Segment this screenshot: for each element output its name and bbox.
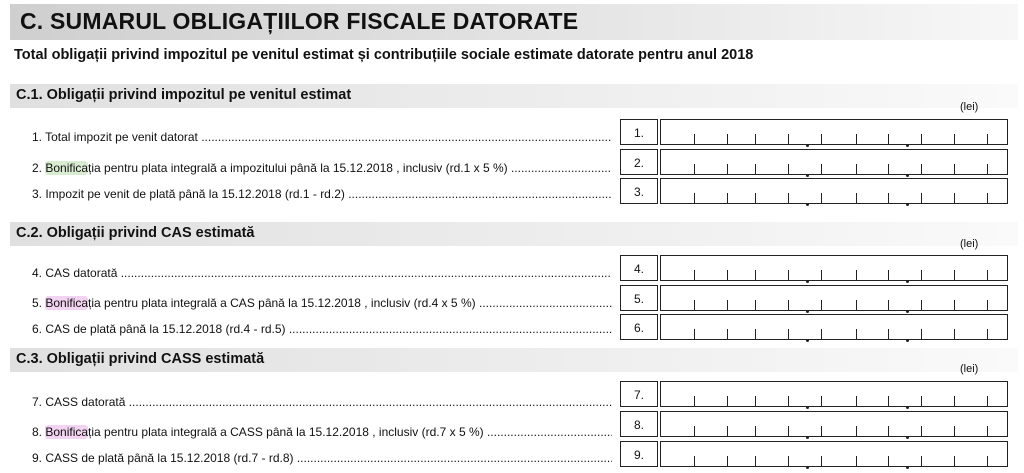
thousands-separator-dot — [806, 174, 809, 177]
digit-cell-divider — [755, 426, 756, 436]
digit-cell-divider — [954, 426, 955, 436]
thousands-separator-dot — [906, 436, 909, 439]
digit-cell-divider — [888, 193, 889, 203]
unit-label: (lei) — [960, 101, 979, 113]
digit-cell-divider — [694, 456, 695, 466]
thousands-separator-dot — [806, 280, 809, 283]
thousands-separator-dot — [806, 203, 809, 206]
thousands-separator-dot — [806, 310, 809, 313]
row-5-amount-input[interactable] — [660, 285, 1008, 311]
digit-cell-divider — [788, 396, 789, 406]
digit-cell-divider — [788, 134, 789, 144]
row-7-label: 7. CASS datorată ..... — [32, 395, 612, 409]
section-c1-title: C.1. Obligații privind impozitul pe venitul estimat — [16, 87, 352, 103]
digit-cell-divider — [727, 164, 728, 174]
digit-cell-divider — [755, 300, 756, 310]
digit-cell-divider — [694, 164, 695, 174]
digit-cell-divider — [856, 300, 857, 310]
digit-cell-divider — [788, 300, 789, 310]
digit-cell-divider — [821, 396, 822, 406]
digit-cell-divider — [987, 300, 988, 310]
digit-cell-divider — [888, 456, 889, 466]
digit-cell-divider — [856, 164, 857, 174]
digit-cell-divider — [987, 426, 988, 436]
digit-cell-divider — [788, 270, 789, 280]
digit-cell-divider — [788, 329, 789, 339]
thousands-separator-dot — [806, 144, 809, 147]
digit-cell-divider — [987, 164, 988, 174]
digit-cell-divider — [755, 164, 756, 174]
digit-cell-divider — [921, 456, 922, 466]
digit-cell-divider — [821, 300, 822, 310]
row-4-amount-input[interactable] — [660, 255, 1008, 281]
digit-cell-divider — [727, 134, 728, 144]
thousands-separator-dot — [806, 466, 809, 469]
digit-cell-divider — [921, 329, 922, 339]
row-3-amount-input[interactable] — [660, 178, 1008, 204]
row-2-label: 2. Bonificația pentru plata integrală a impozitului până la 15.12.2018 , inclusiv (rd.1 x 5 %) ..... — [32, 161, 612, 175]
digit-cell-divider — [821, 426, 822, 436]
thousands-separator-dot — [906, 203, 909, 206]
digit-cell-divider — [921, 396, 922, 406]
row-6-label: 6. CAS de plată până la 15.12.2018 (rd.4 - rd.5) ..... — [32, 322, 612, 336]
row-8-label: 8. Bonificația pentru plata integrală a CASS până la 15.12.2018 , inclusiv (rd.7 x 5 %) ..... — [32, 425, 612, 439]
page-title: C. SUMARUL OBLIGAȚIILOR FISCALE DATORATE — [20, 8, 579, 34]
unit-label: (lei) — [960, 363, 979, 375]
thousands-separator-dot — [906, 280, 909, 283]
digit-cell-divider — [821, 270, 822, 280]
digit-cell-divider — [888, 164, 889, 174]
digit-cell-divider — [856, 270, 857, 280]
row-6-amount-input[interactable] — [660, 314, 1008, 340]
digit-cell-divider — [694, 193, 695, 203]
digit-cell-divider — [755, 396, 756, 406]
row-9-label: 9. CASS de plată până la 15.12.2018 (rd.7 - rd.8) ..... — [32, 451, 612, 465]
digit-cell-divider — [954, 456, 955, 466]
digit-cell-divider — [987, 270, 988, 280]
digit-cell-divider — [856, 396, 857, 406]
digit-cell-divider — [694, 329, 695, 339]
row-1-amount-input[interactable] — [660, 119, 1008, 145]
digit-cell-divider — [856, 456, 857, 466]
row-5-number: 5. — [620, 285, 658, 311]
digit-cell-divider — [856, 193, 857, 203]
row-7-number: 7. — [620, 381, 658, 407]
row-7-amount-input[interactable] — [660, 381, 1008, 407]
row-4-label: 4. CAS datorată ..... — [32, 266, 612, 280]
thousands-separator-dot — [906, 310, 909, 313]
digit-cell-divider — [694, 270, 695, 280]
row-5-label: 5. Bonificația pentru plata integrală a CAS până la 15.12.2018 , inclusiv (rd.4 x 5 %) ..... — [32, 296, 612, 310]
digit-cell-divider — [727, 329, 728, 339]
digit-cell-divider — [954, 329, 955, 339]
digit-cell-divider — [856, 329, 857, 339]
digit-cell-divider — [727, 456, 728, 466]
row-9-number: 9. — [620, 441, 658, 467]
digit-cell-divider — [987, 396, 988, 406]
digit-cell-divider — [694, 426, 695, 436]
digit-cell-divider — [921, 164, 922, 174]
digit-cell-divider — [755, 134, 756, 144]
section-c3-title: C.3. Obligații privind CASS estimată — [16, 351, 265, 367]
section-c2-title: C.2. Obligații privind CAS estimată — [16, 225, 255, 241]
digit-cell-divider — [788, 193, 789, 203]
thousands-separator-dot — [906, 144, 909, 147]
row-9-amount-input[interactable] — [660, 441, 1008, 467]
digit-cell-divider — [954, 164, 955, 174]
digit-cell-divider — [954, 193, 955, 203]
digit-cell-divider — [987, 134, 988, 144]
digit-cell-divider — [694, 300, 695, 310]
digit-cell-divider — [856, 426, 857, 436]
digit-cell-divider — [987, 193, 988, 203]
digit-cell-divider — [755, 193, 756, 203]
digit-cell-divider — [755, 456, 756, 466]
digit-cell-divider — [987, 456, 988, 466]
digit-cell-divider — [755, 270, 756, 280]
section-c1-bar — [10, 84, 1018, 108]
row-3-number: 3. — [620, 178, 658, 204]
digit-cell-divider — [821, 134, 822, 144]
digit-cell-divider — [727, 426, 728, 436]
digit-cell-divider — [888, 270, 889, 280]
digit-cell-divider — [888, 329, 889, 339]
thousands-separator-dot — [806, 406, 809, 409]
digit-cell-divider — [921, 193, 922, 203]
digit-cell-divider — [727, 396, 728, 406]
thousands-separator-dot — [906, 174, 909, 177]
row-1-label: 1. Total impozit pe venit datorat ..... — [32, 130, 612, 144]
row-3-label: 3. Impozit pe venit de plată până la 15.12.2018 (rd.1 - rd.2) ..... — [32, 187, 612, 201]
thousands-separator-dot — [906, 339, 909, 342]
digit-cell-divider — [788, 426, 789, 436]
row-2-amount-input[interactable] — [660, 149, 1008, 175]
thousands-separator-dot — [806, 339, 809, 342]
digit-cell-divider — [788, 164, 789, 174]
thousands-separator-dot — [906, 406, 909, 409]
digit-cell-divider — [954, 134, 955, 144]
digit-cell-divider — [921, 134, 922, 144]
digit-cell-divider — [694, 134, 695, 144]
digit-cell-divider — [821, 456, 822, 466]
digit-cell-divider — [888, 396, 889, 406]
thousands-separator-dot — [906, 466, 909, 469]
digit-cell-divider — [954, 300, 955, 310]
unit-label: (lei) — [960, 238, 979, 250]
digit-cell-divider — [954, 396, 955, 406]
digit-cell-divider — [888, 426, 889, 436]
digit-cell-divider — [888, 300, 889, 310]
section-c2-bar — [10, 222, 1018, 246]
digit-cell-divider — [987, 329, 988, 339]
row-8-amount-input[interactable] — [660, 411, 1008, 437]
digit-cell-divider — [921, 300, 922, 310]
digit-cell-divider — [755, 329, 756, 339]
digit-cell-divider — [888, 134, 889, 144]
row-1-number: 1. — [620, 119, 658, 145]
section-c-header-bar — [10, 4, 1018, 40]
digit-cell-divider — [727, 270, 728, 280]
digit-cell-divider — [921, 426, 922, 436]
digit-cell-divider — [821, 329, 822, 339]
digit-cell-divider — [694, 396, 695, 406]
thousands-separator-dot — [806, 436, 809, 439]
row-2-number: 2. — [620, 149, 658, 175]
row-8-number: 8. — [620, 411, 658, 437]
row-6-number: 6. — [620, 314, 658, 340]
digit-cell-divider — [788, 456, 789, 466]
page-subtitle: Total obligații privind impozitul pe venitul estimat și contribuțiile sociale estimate datorate pentru anul 2018 — [14, 47, 754, 63]
digit-cell-divider — [856, 134, 857, 144]
digit-cell-divider — [727, 300, 728, 310]
digit-cell-divider — [954, 270, 955, 280]
digit-cell-divider — [727, 193, 728, 203]
digit-cell-divider — [921, 270, 922, 280]
row-4-number: 4. — [620, 255, 658, 281]
digit-cell-divider — [821, 193, 822, 203]
digit-cell-divider — [821, 164, 822, 174]
section-c3-bar — [10, 348, 1018, 372]
